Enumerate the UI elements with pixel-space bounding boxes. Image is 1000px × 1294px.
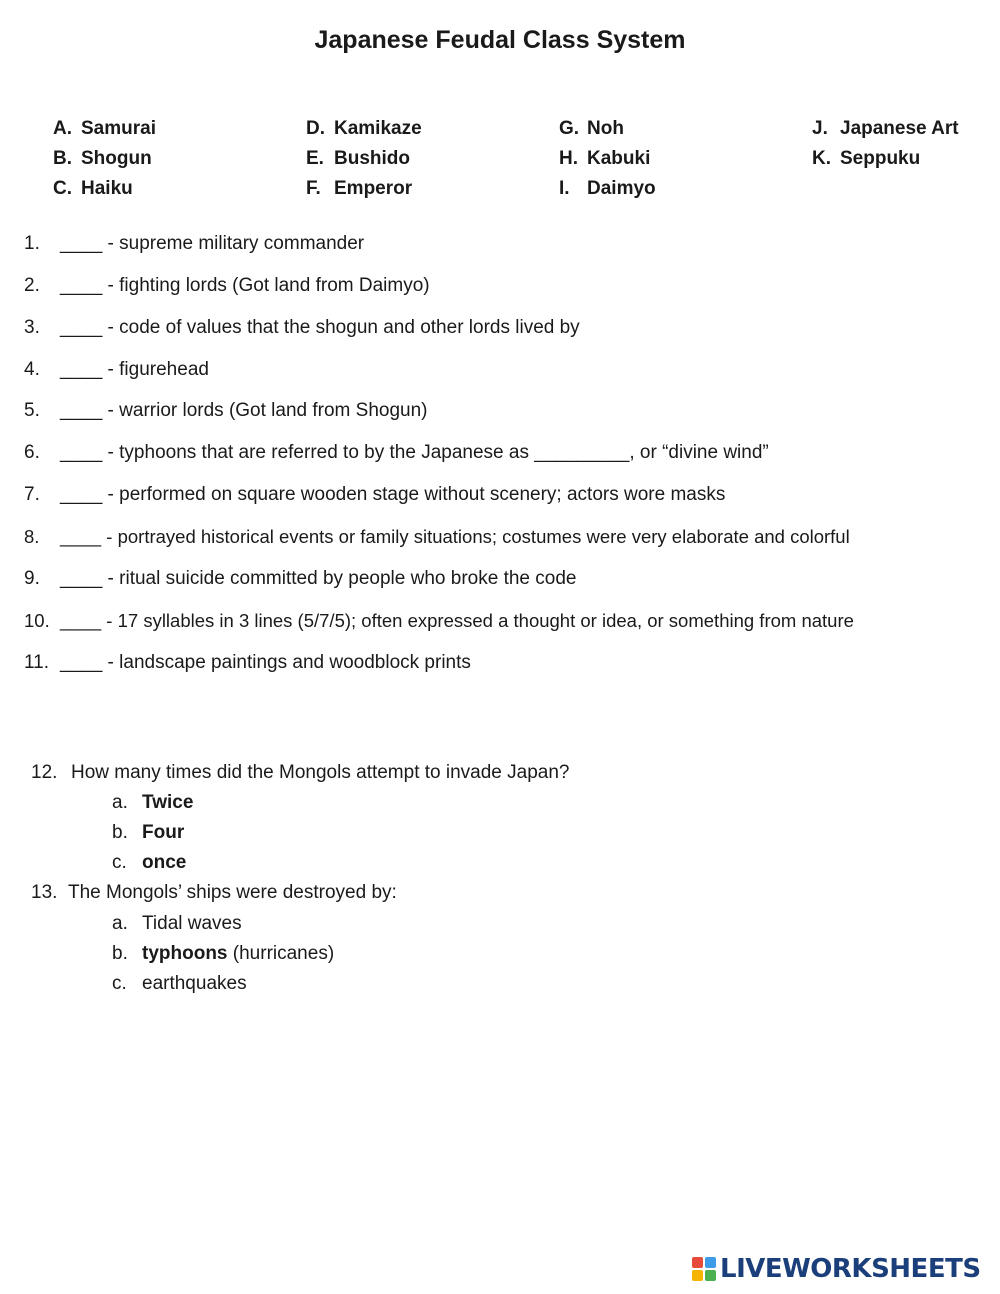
- item-number: 10.: [24, 610, 50, 631]
- q12-option-b[interactable]: [112, 822, 184, 844]
- logo-square-2: [705, 1257, 716, 1268]
- term-letter: G.: [559, 118, 580, 139]
- item-text: ____ - fighting lords (Got land from Daimyo): [60, 275, 430, 296]
- term-text: Haiku: [81, 178, 133, 199]
- question-13: [31, 882, 397, 904]
- matching-item[interactable]: [24, 652, 471, 674]
- item-number: 5.: [24, 400, 40, 421]
- term-letter: A.: [53, 118, 72, 139]
- logo-text: LIVEWORKSHEETS: [720, 1254, 981, 1284]
- option-letter: b.: [112, 943, 128, 964]
- option-letter: b.: [112, 822, 128, 843]
- option-text: once: [142, 852, 187, 873]
- option-letter: a.: [112, 792, 128, 813]
- item-number: 6.: [24, 442, 40, 463]
- term-a: [53, 118, 156, 140]
- question-number: 13.: [31, 882, 58, 903]
- term-text: Kabuki: [587, 148, 651, 169]
- item-number: 1.: [24, 233, 40, 254]
- logo-square-1: [692, 1257, 703, 1268]
- question-text: How many times did the Mongols attempt to invade Japan?: [71, 762, 570, 783]
- liveworksheets-logo: [692, 1252, 981, 1286]
- term-letter: I.: [559, 178, 570, 199]
- item-text: ____ - performed on square wooden stage without scenery; actors wore masks: [60, 484, 726, 505]
- option-text-rest: (hurricanes): [227, 943, 335, 964]
- matching-item[interactable]: [24, 359, 209, 381]
- matching-item[interactable]: [24, 317, 580, 339]
- matching-item[interactable]: [24, 568, 576, 590]
- term-text: Daimyo: [587, 178, 656, 199]
- term-text: Kamikaze: [334, 118, 422, 139]
- matching-item[interactable]: [24, 400, 428, 422]
- term-letter: D.: [306, 118, 325, 139]
- term-text: Samurai: [81, 118, 156, 139]
- q12-option-c[interactable]: [112, 852, 186, 874]
- term-letter: H.: [559, 148, 578, 169]
- item-number: 7.: [24, 484, 40, 505]
- option-text-bold: typhoons: [142, 943, 228, 964]
- q13-option-a[interactable]: [112, 913, 242, 935]
- question-text: The Mongols’ ships were destroyed by:: [68, 882, 397, 903]
- term-text: Noh: [587, 118, 624, 139]
- item-text: ____ - typhoons that are referred to by the Japanese as _________, or “divine wind”: [60, 442, 769, 463]
- item-text: ____ - ritual suicide committed by people who broke the code: [60, 568, 577, 589]
- term-letter: J.: [812, 118, 828, 139]
- logo-square-4: [705, 1270, 716, 1281]
- term-b: [53, 148, 152, 170]
- term-letter: C.: [53, 178, 72, 199]
- question-12: [31, 762, 570, 784]
- question-number: 12.: [31, 762, 58, 783]
- option-letter: a.: [112, 913, 128, 934]
- item-number: 3.: [24, 317, 40, 338]
- matching-item[interactable]: [24, 526, 850, 548]
- option-text: Twice: [142, 792, 194, 813]
- q12-option-a[interactable]: [112, 792, 193, 814]
- item-number: 8.: [24, 526, 40, 547]
- term-j: [812, 118, 959, 140]
- term-letter: F.: [306, 178, 321, 199]
- page-title: Japanese Feudal Class System: [314, 26, 686, 54]
- option-letter: c.: [112, 852, 127, 873]
- item-text: ____ - 17 syllables in 3 lines (5/7/5); often expressed a thought or idea, or something from nature: [60, 610, 854, 631]
- item-text: ____ - warrior lords (Got land from Shogun): [60, 400, 428, 421]
- term-text: Shogun: [81, 148, 152, 169]
- item-text: ____ - landscape paintings and woodblock prints: [60, 652, 471, 673]
- item-number: 11.: [24, 652, 50, 673]
- option-letter: c.: [112, 973, 127, 994]
- term-letter: B.: [53, 148, 72, 169]
- q13-option-b[interactable]: [112, 943, 334, 965]
- term-k: [812, 148, 920, 170]
- option-text: earthquakes: [142, 973, 247, 994]
- item-text: ____ - supreme military commander: [60, 233, 365, 254]
- item-text: ____ - figurehead: [60, 359, 209, 380]
- item-number: 4.: [24, 359, 40, 380]
- matching-item[interactable]: [24, 442, 769, 464]
- term-c: [53, 178, 133, 200]
- term-e: [306, 148, 410, 170]
- item-text: ____ - portrayed historical events or family situations; costumes were very elaborate and colorful: [60, 526, 850, 547]
- logo-icon: [692, 1257, 716, 1281]
- matching-item[interactable]: [24, 233, 364, 255]
- term-g: [559, 118, 624, 140]
- term-h: [559, 148, 650, 170]
- term-text: Japanese Art: [840, 118, 959, 139]
- term-text: Bushido: [334, 148, 410, 169]
- item-number: 2.: [24, 275, 40, 296]
- matching-item[interactable]: [24, 484, 725, 506]
- matching-item[interactable]: [24, 275, 430, 297]
- term-text: Seppuku: [840, 148, 921, 169]
- logo-square-3: [692, 1270, 703, 1281]
- term-letter: E.: [306, 148, 324, 169]
- term-letter: K.: [812, 148, 831, 169]
- matching-item[interactable]: [24, 610, 854, 632]
- term-i: [559, 178, 656, 200]
- term-text: Emperor: [334, 178, 413, 199]
- term-f: [306, 178, 412, 200]
- item-number: 9.: [24, 568, 40, 589]
- option-text: Tidal waves: [142, 913, 242, 934]
- item-text: ____ - code of values that the shogun and other lords lived by: [60, 317, 580, 338]
- q13-option-c[interactable]: [112, 973, 247, 995]
- term-d: [306, 118, 422, 140]
- option-text: Four: [142, 822, 185, 843]
